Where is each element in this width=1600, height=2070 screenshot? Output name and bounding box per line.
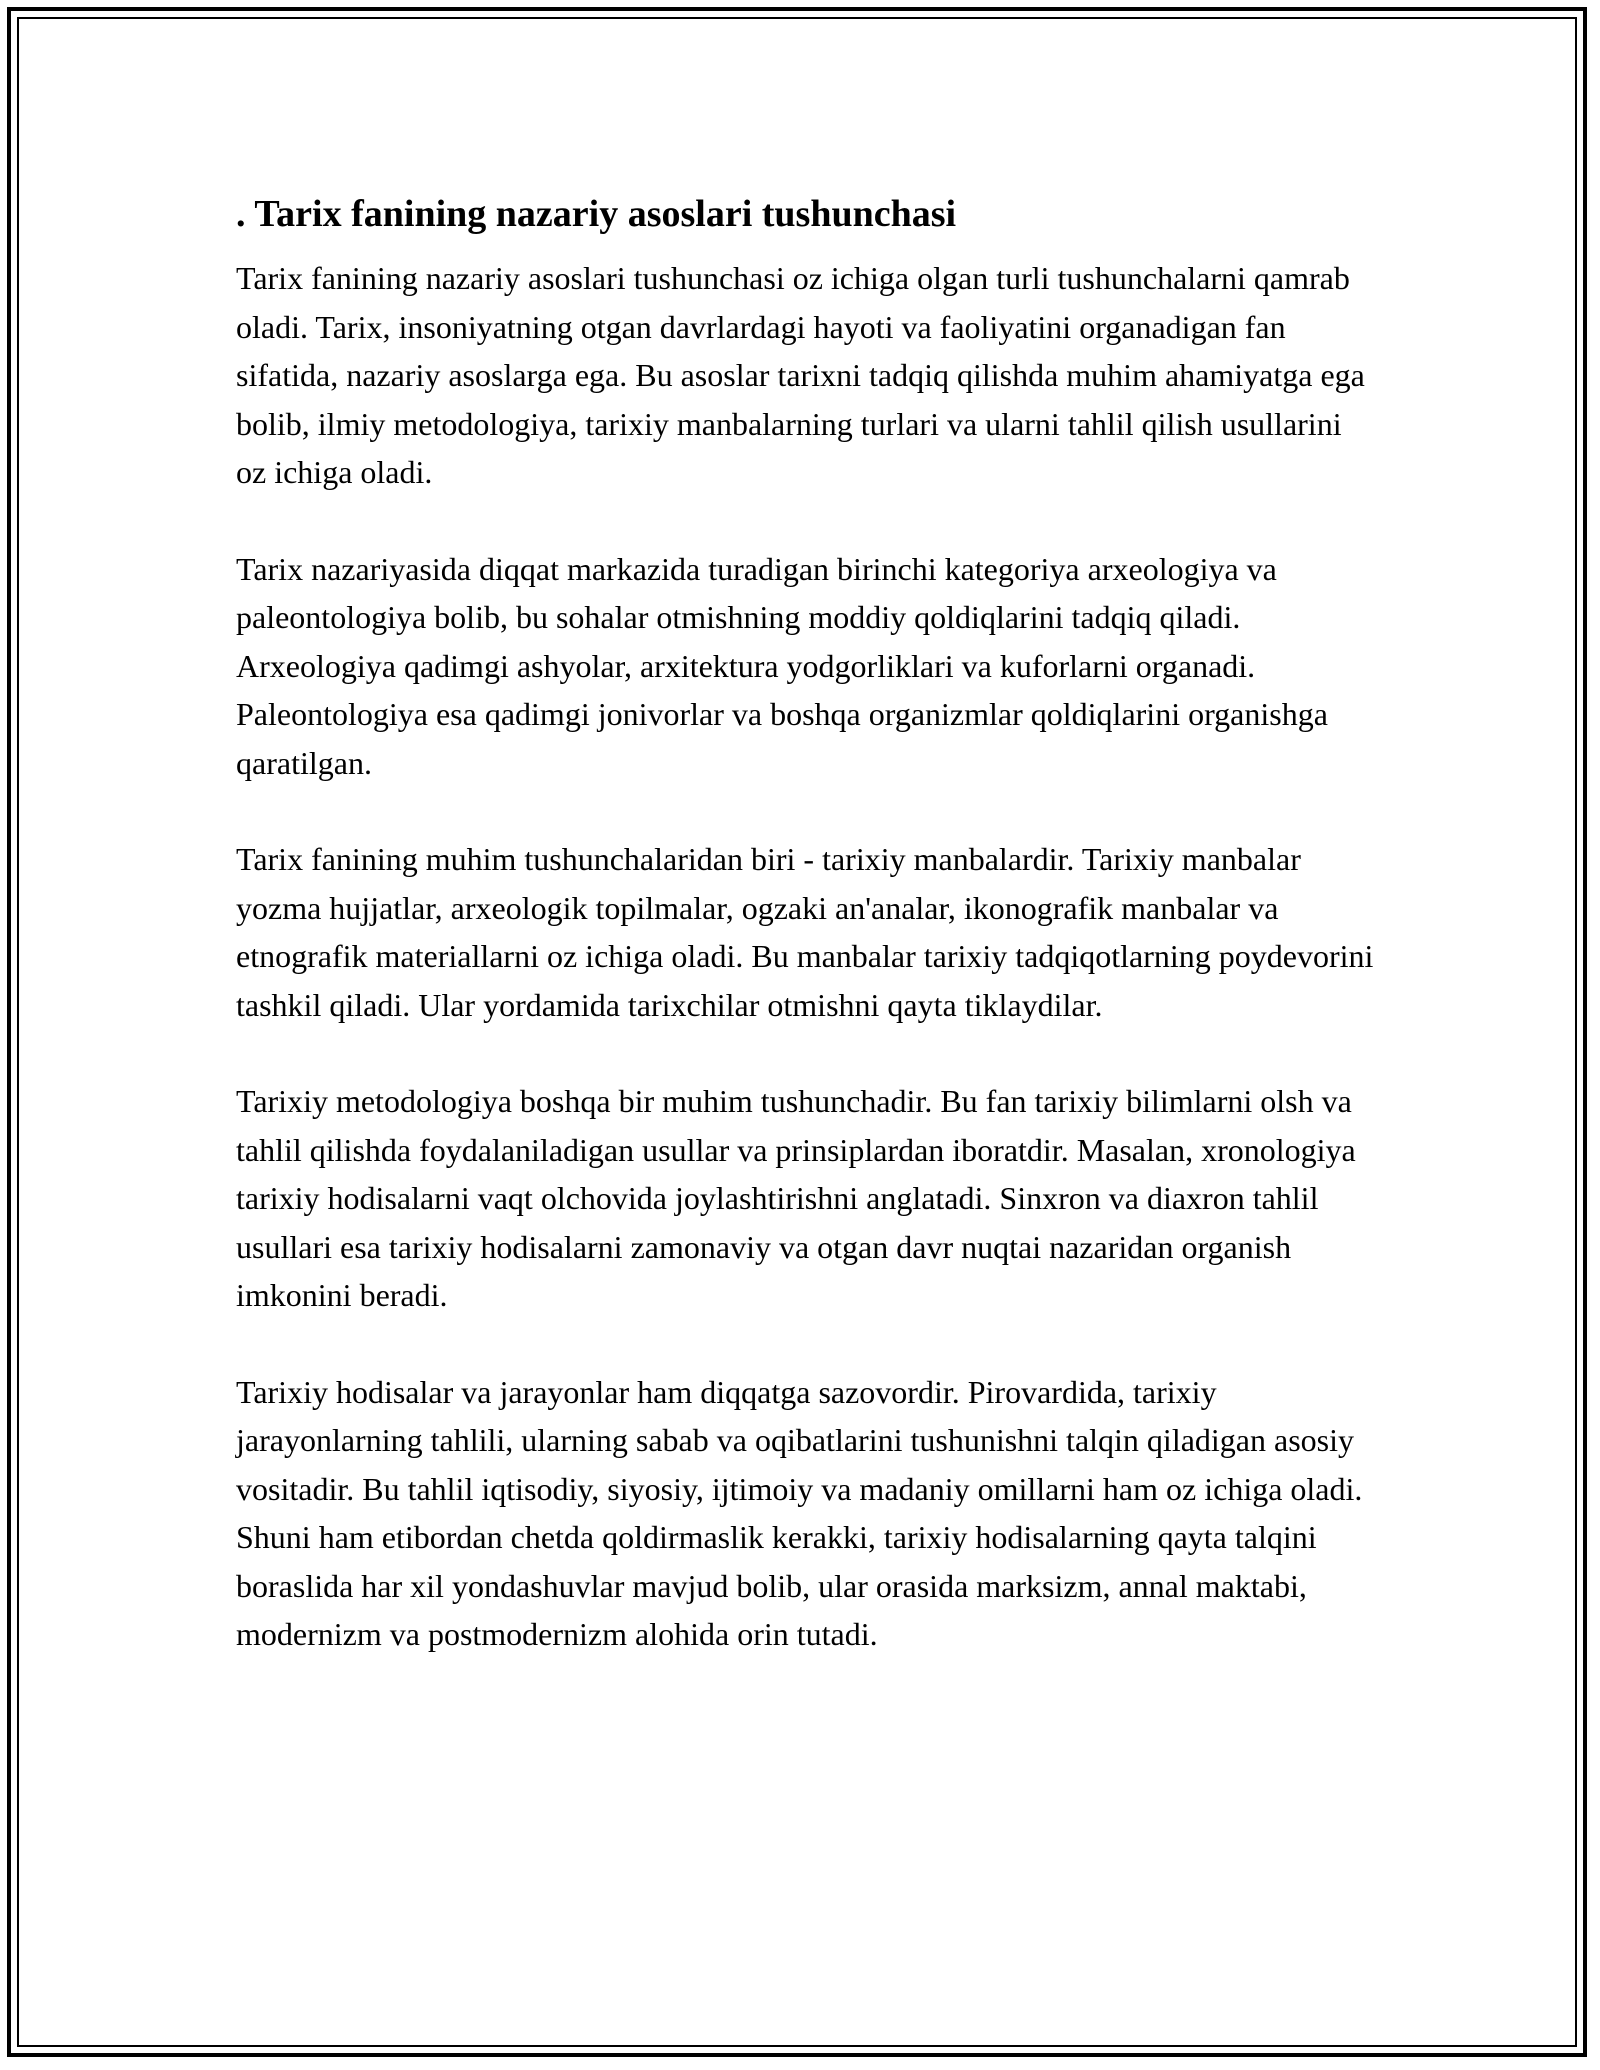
paragraph-3: Tarix fanining muhim tushunchalaridan biri - tarixiy manbalardir. Tarixiy manbalar yozma hujjatlar, arxeologik topilmalar, ogzaki an'analar, ikonografik manbalar va etnografik materiallarni oz ichiga oladi. Bu manbalar tarixiy tadqiqotlarning poydevorini tashkil qiladi. Ular yordamida tarixchilar otmishni qayta tiklaydilar. — [236, 841, 1374, 1023]
document-body — [236, 186, 1376, 1707]
paragraph-2: Tarix nazariyasida diqqat markazida turadigan birinchi kategoriya arxeologiya va paleontologiya bolib, bu sohalar otmishning moddiy qoldiqlarini tadqiq qiladi. Arxeologiya qadimgi ashyolar, arxitektura yodgorliklari va kuforlarni organadi. Paleontologiya esa qadimgi jonivorlar va boshqa organizmlar qoldiqlarini organishga qaratilgan. — [236, 550, 1328, 781]
section-heading: . Tarix fanining nazariy asoslari tushunchasi — [236, 193, 957, 235]
paragraph-5: Tarixiy hodisalar va jarayonlar ham diqqatga sazovordir. Pirovardida, tarixiy jarayonlarning tahlili, ularning sabab va oqibatlarini tushunishni talqin qiladigan asosiy vositadir. Bu tahlil iqtisodiy, siyosiy, ijtimoiy va madaniy omillarni ham oz ichiga oladi. Shuni ham etibordan chetda qoldirmaslik kerakki, tarixiy hodisalarning qayta talqini boraslida har xil yondashuvlar mavjud bolib, ular orasida marksizm, annal maktabi, modernizm va postmodernizm alohida orin tutadi. — [236, 1373, 1363, 1652]
paragraph-4: Tarixiy metodologiya boshqa bir muhim tushunchadir. Bu fan tarixiy bilimlarni olsh va tahlil qilishda foydalaniladigan usullar va prinsiplardan iboratdir. Masalan, xronologiya tarixiy hodisalarni vaqt olchovida joylashtirishni anglatadi. Sinxron va diaxron tahlil usullari esa tarixiy hodisalarni zamonaviy va otgan davr nuqtai nazaridan organish imkonini beradi. — [236, 1083, 1356, 1313]
paragraph-1: Tarix fanining nazariy asoslari tushunchasi oz ichiga olgan turli tushunchalarni qamrab oladi. Tarix, insoniyatning otgan davrlardagi hayoti va faoliyatini organadigan fan sifatida, nazariy asoslarga ega. Bu asoslar tarixni tadqiq qilishda muhim ahamiyatga ega bolib, ilmiy metodologiya, tarixiy manbalarning turlari va ularni tahlil qilish usullarini oz ichiga oladi. — [236, 260, 1365, 490]
